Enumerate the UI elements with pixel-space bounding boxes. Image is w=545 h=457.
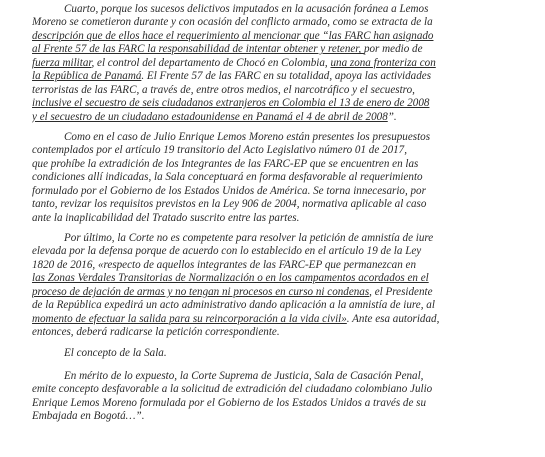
paragraph — [32, 370, 527, 424]
text-line — [32, 299, 527, 312]
text-line — [32, 245, 527, 258]
text-segment: . Ante esa autoridad, — [346, 312, 440, 325]
text-line — [32, 313, 527, 326]
paragraph — [32, 3, 527, 124]
text-line — [32, 30, 527, 43]
text-segment: 1820 de 2016, «respecto de aquellos integrantes de las FARC-EP que permanezcan en — [32, 258, 417, 271]
paragraph — [32, 131, 527, 225]
text-line — [32, 397, 527, 410]
text-segment: En mérito de lo expuesto, la Corte Suprema de Justicia, Sala de Casación Penal, — [64, 369, 424, 382]
text-line — [32, 410, 527, 423]
text-segment: formulado por el Gobierno de los Estados Unidos de América. Se torna innecesario, por — [32, 184, 426, 197]
text-segment: por medio de — [363, 43, 423, 56]
text-segment: ”. — [387, 110, 397, 123]
text-segment: condiciones allí indicadas, la Sala conceptuará en forma desfavorable al requerimiento — [32, 171, 423, 184]
text-line — [32, 185, 527, 198]
text-line — [32, 111, 527, 124]
text-segment: Moreno se cometieron durante y con ocasión del conflicto armado, como se extracta de la — [32, 16, 433, 29]
text-line — [32, 3, 527, 16]
underlined-text: momento de efectuar la salida para su reincorporación a la vida civil» — [32, 312, 347, 325]
text-segment: Como en el caso de Julio Enrique Lemos Moreno están presentes los presupuestos — [64, 130, 431, 143]
paragraph — [32, 232, 527, 340]
text-segment: tanto, revizar los requisitos previstos en la Ley 906 de 2004, normativa aplicable al caso — [32, 198, 427, 211]
text-line — [32, 347, 527, 360]
underlined-text: descripción que de ellos hace el requerimiento al mencionar que “ — [32, 29, 329, 42]
text-line — [32, 383, 527, 396]
text-segment: Embajada en Bogotá…”. — [32, 410, 145, 423]
underlined-text: y el secuestro de un ciudadano estadounidense en Panamá el 4 de abril de 2008 — [32, 110, 388, 123]
underlined-text: fuerza militar — [32, 56, 92, 69]
text-segment: elevada por la defensa porque de acuerdo con lo establecido en el artículo 19 de la Ley — [32, 245, 422, 258]
text-line — [32, 97, 527, 110]
underlined-text: proceso de dejación de armas y no tengan ni procesos en curso ni condenas — [32, 285, 370, 298]
text-segment: de la República expedirá un acto administrativo dando aplicación a la amnistía de iure, al — [32, 299, 435, 312]
text-line — [32, 286, 527, 299]
text-segment: Cuarto, porque los sucesos delictivos imputados en la acusación foránea a Lemos — [64, 3, 429, 15]
text-line — [32, 171, 527, 184]
text-line — [32, 144, 527, 157]
text-line — [32, 326, 527, 339]
text-segment: , el control del departamento de Chocó en Colombia, — [91, 56, 331, 69]
text-line — [32, 212, 527, 225]
underlined-text: inclusive el secuestro de seis ciudadanos extranjeros en Colombia el 13 de enero de 2008 — [32, 97, 430, 110]
text-segment: Por último, la Corte no es competente para resolver la petición de amnistía de iure — [64, 232, 434, 244]
text-line — [32, 232, 527, 245]
text-line — [32, 259, 527, 272]
text-segment: Enrique Lemos Moreno formulada por el Gobierno de los Estados Unidos a través de su — [32, 396, 427, 409]
text-line — [32, 16, 527, 29]
text-segment: . El Frente 57 de las FARC en su totalidad, apoya las actividades — [141, 70, 432, 83]
underlined-text: las FARC han asignado — [328, 29, 434, 42]
underlined-text: una zona fronteriza con — [330, 56, 436, 69]
text-line — [32, 84, 527, 97]
text-segment: El concepto de la Sala. — [64, 346, 167, 359]
text-line — [32, 370, 527, 383]
text-segment: que prohíbe la extradición de los Integrantes de las FARC-EP que se encuentren en las — [32, 157, 419, 170]
underlined-text: la República de Panamá — [32, 70, 142, 83]
text-segment: , el Presidente — [369, 285, 433, 298]
text-segment: contemplados por el artículo 19 transitorio del Acto Legislativo número 01 de 2017, — [32, 144, 408, 157]
section-heading — [32, 347, 527, 360]
text-segment: emite concepto desfavorable a la solicitud de extradición del ciudadano colombiano Julio — [32, 383, 433, 396]
text-segment: entonces, deberá radicarse la petición correspondiente. — [32, 326, 280, 339]
text-line — [32, 131, 527, 144]
text-line — [32, 43, 527, 56]
text-line — [32, 272, 527, 285]
text-segment: ante la inaplicabilidad del Tratado suscrito entre las partes. — [32, 211, 300, 224]
underlined-text: al Frente 57 de las FARC la responsabilidad de intentar obtener y retener, — [32, 43, 364, 56]
underlined-text: las Zonas Verdales Transitorias de Normalización o en los campamentos acordados en el — [32, 272, 429, 285]
text-line — [32, 158, 527, 171]
text-line — [32, 57, 527, 70]
text-line — [32, 70, 527, 83]
text-line — [32, 198, 527, 211]
text-segment: terroristas de las FARC, a través de, entre otros medios, el narcotráfico y el secuestro, — [32, 83, 415, 96]
